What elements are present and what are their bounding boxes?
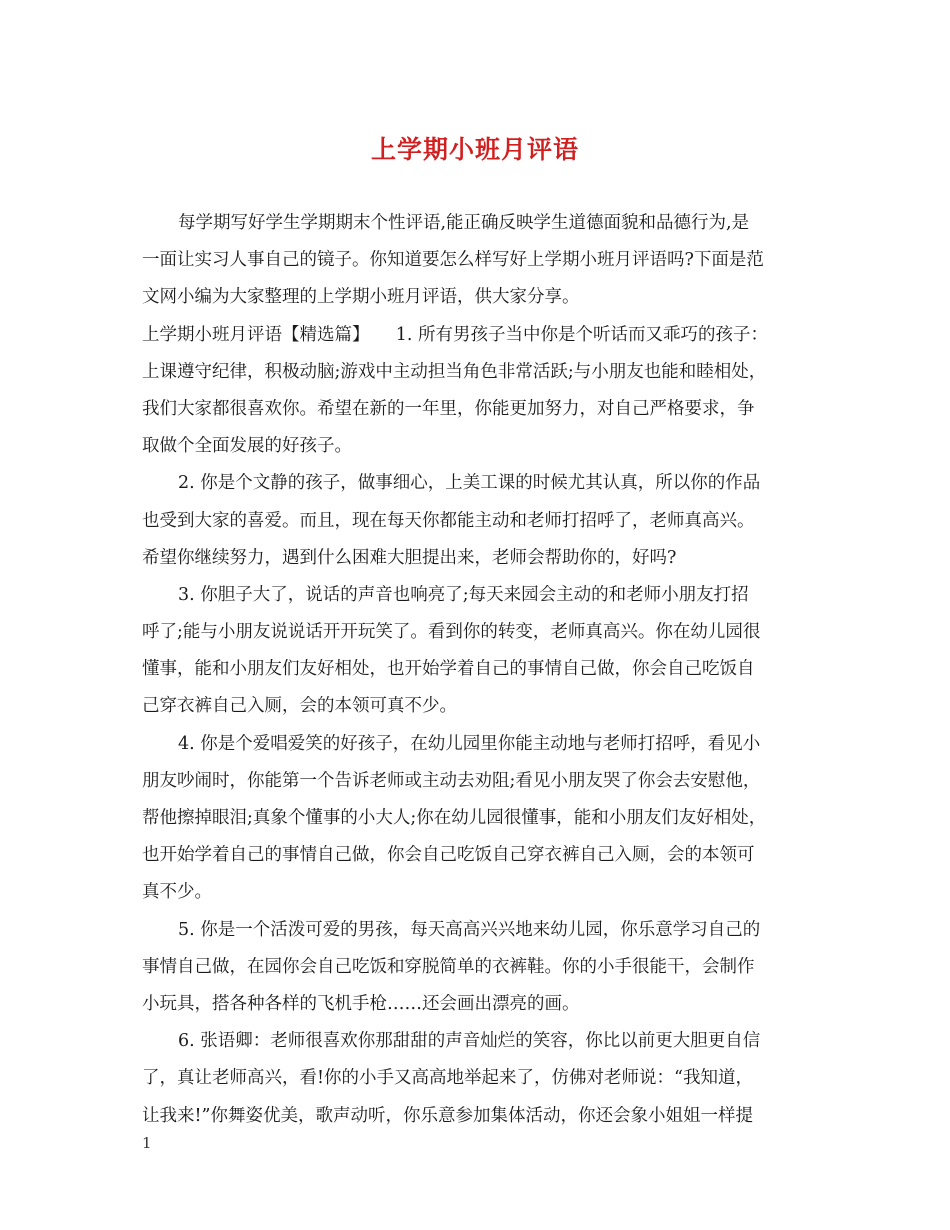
text-line: 呼了;能与小朋友说说话开开玩笑了。看到你的转变，老师真高兴。你在幼儿园很 [142, 622, 761, 643]
text-line: 我们大家都很喜欢你。希望在新的一年里，你能更加努力，对自己严格要求，争 [142, 398, 755, 419]
page-number: 1 [142, 1134, 152, 1152]
text-line: 文网小编为大家整理的上学期小班月评语，供大家分享。 [142, 287, 580, 308]
text-line: 取做个全面发展的好孩子。 [142, 436, 352, 457]
text-line: 了，真让老师高兴，看!你的小手又高高地举起来了，仿佛对老师说：“我知道， [142, 1068, 753, 1089]
text-line: 一面让实习人事自己的镜子。你知道要怎么样写好上学期小班月评语吗?下面是范 [142, 250, 764, 271]
document-body [142, 205, 820, 1135]
text-line: 真不少。 [142, 882, 212, 903]
text-line: 3. 你胆子大了，说话的声音也响亮了;每天来园会主动的和老师小朋友打招 [178, 584, 749, 605]
text-line: 6. 张语卿：老师很喜欢你那甜甜的声音灿烂的笑容，你比以前更大胆更自信 [178, 1031, 761, 1052]
text-line: 也受到大家的喜爱。而且，现在每天你都能主动和老师打招呼了，老师真高兴。 [142, 510, 755, 531]
text-line: 小玩具，搭各种各样的飞机手枪……还会画出漂亮的画。 [142, 993, 580, 1014]
text-line: 己穿衣裤自己入厕，会的本领可真不少。 [142, 696, 457, 717]
text-line: 5. 你是一个活泼可爱的男孩，每天高高兴兴地来幼儿园，你乐意学习自己的 [178, 919, 761, 940]
text-line: 希望你继续努力，遇到什么困难大胆提出来，老师会帮助你的，好吗? [142, 547, 677, 568]
text-line: 也开始学着自己的事情自己做，你会自己吃饭自己穿衣裤自己入厕，会的本领可 [142, 845, 755, 866]
text-line: 朋友吵闹时，你能第一个告诉老师或主动去劝阻;看见小朋友哭了你会去安慰他， [142, 770, 761, 791]
text-line: 2. 你是个文静的孩子，做事细心，上美工课的时候尤其认真，所以你的作品 [178, 473, 761, 494]
document-title: 上学期小班月评语 [370, 135, 579, 164]
text-line: 每学期写好学生学期期末个性评语,能正确反映学生道德面貌和品德行为,是 [178, 213, 750, 233]
text-line: 4. 你是个爱唱爱笑的好孩子，在幼儿园里你能主动地与老师打招呼，看见小 [178, 733, 761, 754]
text-line: 懂事，能和小朋友们友好相处，也开始学着自己的事情自己做，你会自己吃饭自 [142, 659, 755, 680]
text-line: 上课遵守纪律，积极动脑;游戏中主动担当角色非常活跃;与小朋友也能和睦相处， [142, 361, 767, 382]
text-line: 让我来!”你舞姿优美，歌声动听，你乐意参加集体活动，你还会象小姐姐一样提 [142, 1105, 753, 1126]
text-line: 事情自己做，在园你会自己吃饭和穿脱简单的衣裤鞋。你的小手很能干，会制作 [142, 956, 755, 977]
text-line: 上学期小班月评语【精选篇】 1. 所有男孩子当中你是个听话而又乖巧的孩子： [142, 324, 769, 345]
text-line: 帮他擦掉眼泪;真象个懂事的小大人;你在幼儿园很懂事，能和小朋友们友好相处， [142, 808, 767, 828]
